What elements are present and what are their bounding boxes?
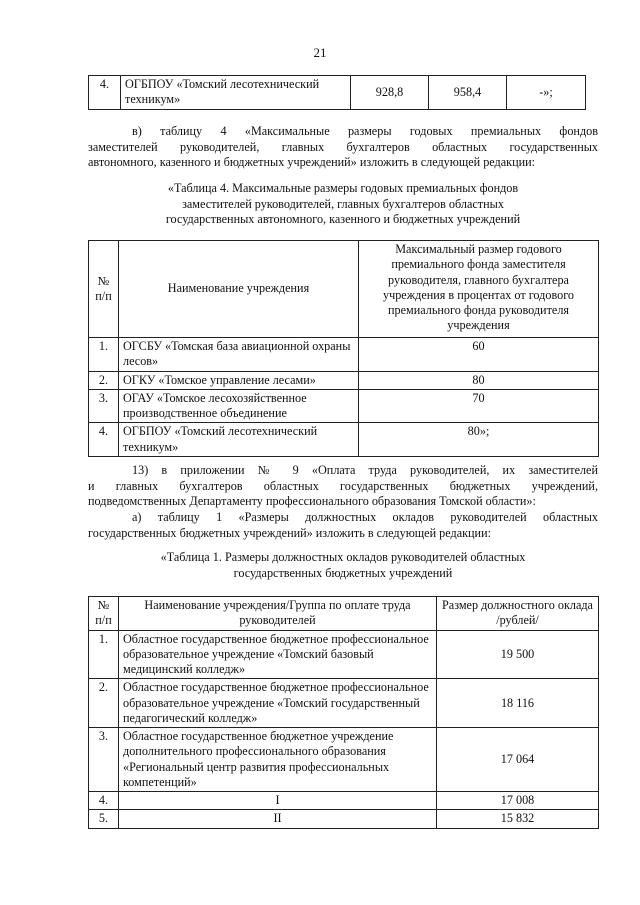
paragraph-line: 13) в приложении № 9 «Оплата труда руководителей, их заместителей xyxy=(132,463,598,477)
institution-name: ОГБПОУ «Томский лесотехнический техникум» xyxy=(121,76,351,110)
institution-name: ОГБПОУ «Томский лесотехнический техникум» xyxy=(119,423,359,457)
row-number: 2. xyxy=(89,371,119,389)
group-name: I xyxy=(119,792,437,810)
institution-name: Областное государственное бюджетное профессиональное образовательное учреждение «Томский государственный педагогический колледж» xyxy=(119,679,437,728)
paragraph-line: подведомственных Департаменту профессионального образования Томской области»: xyxy=(88,494,536,508)
cell-value: 19 500 xyxy=(437,630,599,679)
row-number: 3. xyxy=(89,728,119,792)
header-value: Максимальный размер годового премиального фонда заместителя руководителя, главного бухгалтера учреждения в процентах от годового премиального фонда руководителя учреждения xyxy=(359,241,599,338)
cell-value: -»; xyxy=(507,76,586,110)
institution-name: Областное государственное бюджетное профессиональное образовательное учреждение «Томский базовый медицинский колледж» xyxy=(119,630,437,679)
page-number: 21 xyxy=(313,45,327,60)
table-row xyxy=(89,810,599,828)
paragraph-line: и главных бухгалтеров областных государственных бюджетных учреждений, xyxy=(88,478,598,493)
table-1-caption xyxy=(88,550,598,581)
caption-line: государственных автономного, казенного и бюджетных учреждений xyxy=(165,212,521,226)
table-row xyxy=(89,630,599,679)
row-number: 1. xyxy=(89,338,119,372)
table-header-row xyxy=(89,597,599,631)
paragraph-13 xyxy=(88,463,598,510)
cell-value: 17 008 xyxy=(437,792,599,810)
paragraph-v xyxy=(88,124,598,171)
table-3-fragment xyxy=(88,75,586,110)
table-row xyxy=(89,371,599,389)
cell-value: 70 xyxy=(359,389,599,423)
table-row xyxy=(89,679,599,728)
institution-name: ОГКУ «Томское управление лесами» xyxy=(119,371,359,389)
institution-name: Областное государственное бюджетное учреждение дополнительного профессионального образования «Региональный центр развития профессиональных компетенций» xyxy=(119,728,437,792)
cell-value: 958,4 xyxy=(429,76,507,110)
institution-name: ОГСБУ «Томская база авиационной охраны лесов» xyxy=(119,338,359,372)
table-row xyxy=(89,423,599,457)
header-number: № п/п xyxy=(89,241,119,338)
paragraph-line: автономного, казенного и бюджетных учреждений» изложить в следующей редакции: xyxy=(88,155,536,169)
paragraph-a xyxy=(88,510,598,541)
cell-value: 15 832 xyxy=(437,810,599,828)
caption-line: заместителей руководителей, главных бухгалтеров областных xyxy=(182,196,504,211)
cell-value: 18 116 xyxy=(437,679,599,728)
row-number: 3. xyxy=(89,389,119,423)
caption-line: «Таблица 1. Размеры должностных окладов руководителей областных xyxy=(160,550,526,564)
cell-value: 80»; xyxy=(359,423,599,457)
caption-line: государственных бюджетных учреждений xyxy=(233,565,453,580)
paragraph-line: а) таблицу 1 «Размеры должностных окладов руководителей областных xyxy=(132,510,598,524)
group-name: II xyxy=(119,810,437,828)
table-row xyxy=(89,389,599,423)
cell-value: 928,8 xyxy=(351,76,429,110)
cell-value: 80 xyxy=(359,371,599,389)
table-row xyxy=(89,792,599,810)
table-4-caption xyxy=(88,181,598,228)
cell-value: 60 xyxy=(359,338,599,372)
table-row xyxy=(89,76,586,110)
header-institution: Наименование учреждения/Группа по оплате труда руководителей xyxy=(119,597,437,631)
row-number: 4. xyxy=(89,76,121,110)
header-value: Размер должностного оклада /рублей/ xyxy=(437,597,599,631)
table-row xyxy=(89,338,599,372)
paragraph-line: государственных бюджетных учреждений» изложить в следующей редакции: xyxy=(88,525,491,540)
header-institution: Наименование учреждения xyxy=(119,241,359,338)
row-number: 1. xyxy=(89,630,119,679)
header-number: № п/п xyxy=(89,597,119,631)
table-row xyxy=(89,728,599,792)
institution-name: ОГАУ «Томское лесохозяйственное производственное объединение xyxy=(119,389,359,423)
table-4 xyxy=(88,240,599,457)
row-number: 4. xyxy=(89,423,119,457)
table-1 xyxy=(88,596,599,829)
row-number: 4. xyxy=(89,792,119,810)
caption-line: «Таблица 4. Максимальные размеры годовых премиальных фондов xyxy=(167,181,519,195)
table-header-row xyxy=(89,241,599,338)
row-number: 5. xyxy=(89,810,119,828)
paragraph-line: заместителей руководителей, главных бухгалтеров областных государственных xyxy=(88,139,598,154)
row-number: 2. xyxy=(89,679,119,728)
paragraph-line: в) таблицу 4 «Максимальные размеры годовых премиальных фондов xyxy=(132,124,598,138)
cell-value: 17 064 xyxy=(437,728,599,792)
